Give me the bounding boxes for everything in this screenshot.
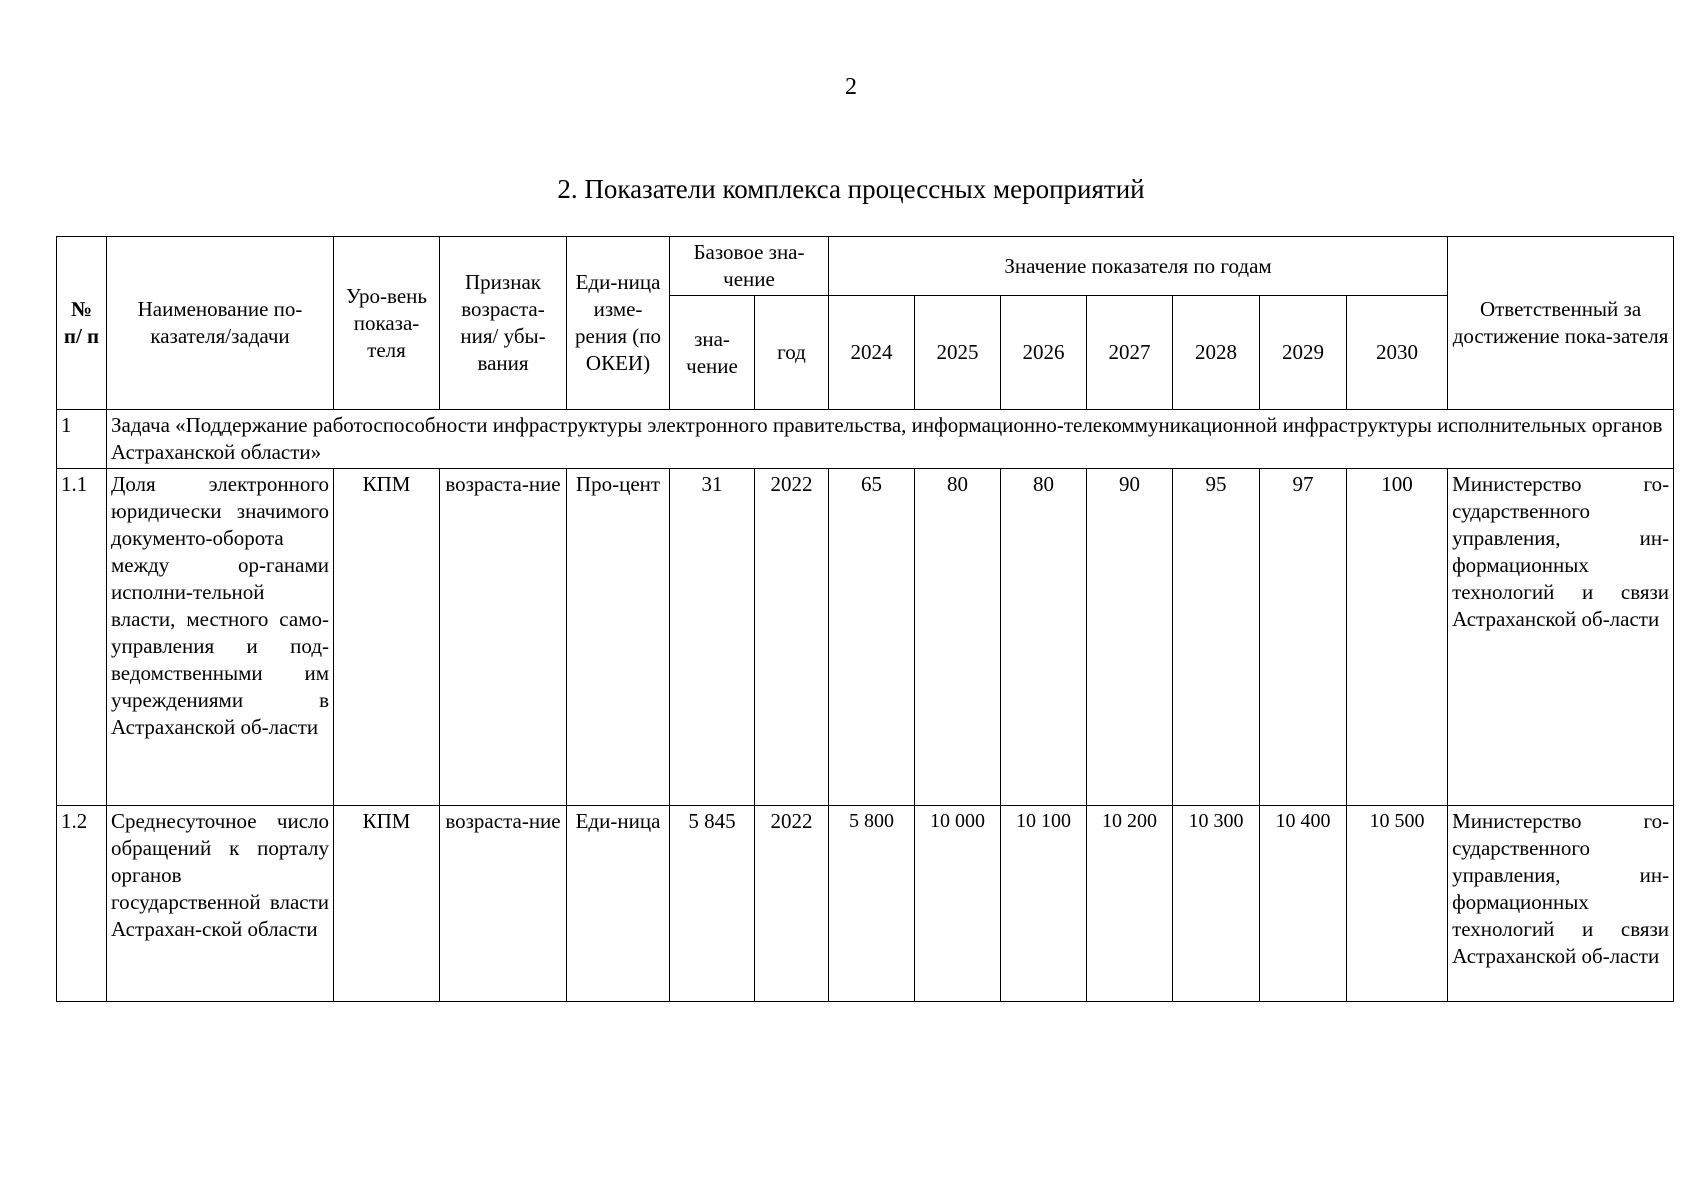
year-value: 5 800	[829, 806, 915, 1002]
responsible: Министерство го-сударственного управления, ин-формационных технологий и связи Астраханской об-ласти	[1448, 806, 1674, 1002]
header-year: 2028	[1173, 296, 1260, 410]
header-year: 2025	[915, 296, 1001, 410]
table-row	[57, 806, 1674, 1002]
header-name: Наименование по-казателя/задачи	[107, 237, 334, 410]
indicator-name: Среднесуточное число обращений к порталу органов государственной власти Астрахан-ской области	[107, 806, 334, 1002]
header-by-years: Значение показателя по годам	[829, 237, 1448, 296]
year-value: 80	[1001, 469, 1087, 806]
indicator-trend: возраста-ние	[440, 469, 567, 806]
base-year: 2022	[755, 806, 829, 1002]
header-year: 2030	[1347, 296, 1448, 410]
header-trend: Признак возраста-ния/ убы-вания	[440, 237, 567, 410]
header-year: 2029	[1260, 296, 1347, 410]
header-year: 2024	[829, 296, 915, 410]
indicator-level: КПМ	[334, 469, 440, 806]
header-base-year: год	[755, 296, 829, 410]
task-text: Задача «Поддержание работоспособности инфраструктуры электронного правительства, информационно-телекоммуникационной инфраструктуры исполнительных органов Астраханской области»	[107, 410, 1674, 469]
header-level: Уро-вень показа-теля	[334, 237, 440, 410]
header-num: № п/ п	[57, 237, 107, 410]
header-row-1	[57, 237, 1674, 296]
base-value: 31	[670, 469, 755, 806]
indicator-trend: возраста-ние	[440, 806, 567, 1002]
indicator-unit: Еди-ница	[567, 806, 670, 1002]
year-value: 10 400	[1260, 806, 1347, 1002]
year-value: 90	[1087, 469, 1173, 806]
header-base: Базовое зна-чение	[670, 237, 829, 296]
base-value: 5 845	[670, 806, 755, 1002]
year-value: 10 300	[1173, 806, 1260, 1002]
year-value: 10 000	[915, 806, 1001, 1002]
year-value: 97	[1260, 469, 1347, 806]
year-value: 65	[829, 469, 915, 806]
task-row	[57, 410, 1674, 469]
header-responsible: Ответственный за достижение пока-зателя	[1448, 237, 1674, 410]
header-year: 2026	[1001, 296, 1087, 410]
indicators-table	[56, 236, 1674, 1002]
indicator-level: КПМ	[334, 806, 440, 1002]
row-num: 1.2	[57, 806, 107, 1002]
header-unit: Еди-ница изме-рения (по ОКЕИ)	[567, 237, 670, 410]
task-num: 1	[57, 410, 107, 469]
base-year: 2022	[755, 469, 829, 806]
year-value: 80	[915, 469, 1001, 806]
section-title: 2. Показатели комплекса процессных мероприятий	[557, 174, 1145, 204]
responsible: Министерство го-сударственного управления, ин-формационных технологий и связи Астраханской об-ласти	[1448, 469, 1674, 806]
indicator-unit: Про-цент	[567, 469, 670, 806]
year-value: 95	[1173, 469, 1260, 806]
indicator-name: Доля электронного юридически значимого документо-оборота между ор-ганами исполни-тельной власти, местного само-управления и под-ведомственными им учреждениями в Астраханской об-ласти	[107, 469, 334, 806]
table-row	[57, 469, 1674, 806]
row-num: 1.1	[57, 469, 107, 806]
page-number: 2	[845, 74, 857, 100]
year-value: 10 100	[1001, 806, 1087, 1002]
header-year: 2027	[1087, 296, 1173, 410]
year-value: 100	[1347, 469, 1448, 806]
year-value: 10 500	[1347, 806, 1448, 1002]
year-value: 10 200	[1087, 806, 1173, 1002]
header-base-value: зна-чение	[670, 296, 755, 410]
